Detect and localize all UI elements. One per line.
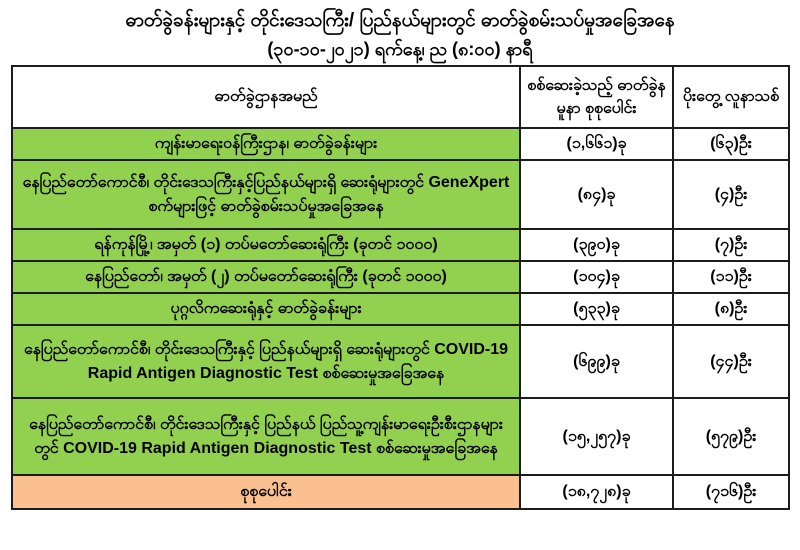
positives-cell: (၈)ဦး [673, 293, 789, 325]
samples-cell: (၁၀၄)ခု [520, 261, 673, 293]
positives-cell: (၅၇၉)ဦး [673, 398, 789, 475]
samples-cell: (၁၅,၂၅၇)ခု [520, 398, 673, 475]
table-row [12, 128, 789, 160]
lab-name-cell: ကျန်းမာရေးဝန်ကြီးဌာန၊ ဓာတ်ခွဲခန်းများ [12, 128, 520, 160]
samples-cell: (၁,၆၆၁)ခု [520, 128, 673, 160]
report-title-block [0, 6, 800, 63]
lab-name-cell: ရန်ကုန်မြို့၊ အမှတ် (၁) တပ်မတော်ဆေးရုံကြီး (ခုတင် ၁၀၀၀) [12, 229, 520, 261]
table-row [12, 229, 789, 261]
table-row [12, 261, 789, 293]
lab-name-cell: နေပြည်တော်၊ အမှတ် (၂) တပ်မတော်ဆေးရုံကြီး (ခုတင် ၁၀၀၀) [12, 261, 520, 293]
header-samples-tested: စစ်ဆေးခဲ့သည့် ဓာတ်ခွဲနမူနာ စုစုပေါင်း [520, 66, 673, 128]
total-positives-cell: (၇၁၆)ဦး [673, 475, 789, 509]
positives-cell: (၁၁)ဦး [673, 261, 789, 293]
positives-cell: (၄၄)ဦး [673, 325, 789, 398]
testing-status-table [11, 65, 790, 510]
header-lab-name: ဓာတ်ခွဲဌာနအမည် [12, 66, 520, 128]
lab-name-cell: နေပြည်တော်ကောင်စီ၊ တိုင်းဒေသကြီးနှင့် ပြည်နယ်များရှိ ဆေးရုံများတွင် COVID-19 Rapid Antigen Diagnostic Test စစ်ဆေးမှုအခြေအနေ [12, 325, 520, 398]
positives-cell: (၇)ဦး [673, 229, 789, 261]
total-label-cell: စုစုပေါင်း [12, 475, 520, 509]
samples-cell: (၆၉၉)ခု [520, 325, 673, 398]
samples-cell: (၃၉၀)ခု [520, 229, 673, 261]
lab-name-cell: ပုဂ္ဂလိကဆေးရုံနှင့် ဓာတ်ခွဲခန်းများ [12, 293, 520, 325]
table-total-row [12, 475, 789, 509]
table-row [12, 160, 789, 229]
samples-cell: (၈၄)ခု [520, 160, 673, 229]
header-new-positive: ပိုးတွေ့ လူနာသစ် [673, 66, 789, 128]
report-date-time: (၃၀-၁၀-၂၀၂၁) ရက်နေ့၊ ည (၈:၀၀) နာရီ [267, 39, 533, 59]
positives-cell: (၆၃)ဦး [673, 128, 789, 160]
report-title: ဓာတ်ခွဲခန်းများနှင့် တိုင်းဒေသကြီး/ ပြည်နယ်များတွင် ဓာတ်ခွဲစမ်းသပ်မှုအခြေအနေ [125, 10, 675, 31]
lab-name-cell: နေပြည်တော်ကောင်စီ၊ တိုင်းဒေသကြီးနှင့် ပြည်နယ် ပြည်သူ့ကျန်းမာရေးဦးစီးဌာနများတွင် COVID-19 Rapid Antigen Diagnostic Test စစ်ဆေးမှုအခြေအနေ [12, 398, 520, 475]
positives-cell: (၄)ဦး [673, 160, 789, 229]
table-row [12, 293, 789, 325]
table-row [12, 398, 789, 475]
samples-cell: (၅၃၃)ခု [520, 293, 673, 325]
total-samples-cell: (၁၈,၇၂၈)ခု [520, 475, 673, 509]
table-header-row [12, 66, 789, 128]
lab-name-cell: နေပြည်တော်ကောင်စီ၊ တိုင်းဒေသကြီးနှင့်ပြည်နယ်များရှိ ဆေးရုံများတွင် GeneXpert စက်များဖြင့် ဓာတ်ခွဲစမ်းသပ်မှုအခြေအနေ [12, 160, 520, 229]
table-row [12, 325, 789, 398]
